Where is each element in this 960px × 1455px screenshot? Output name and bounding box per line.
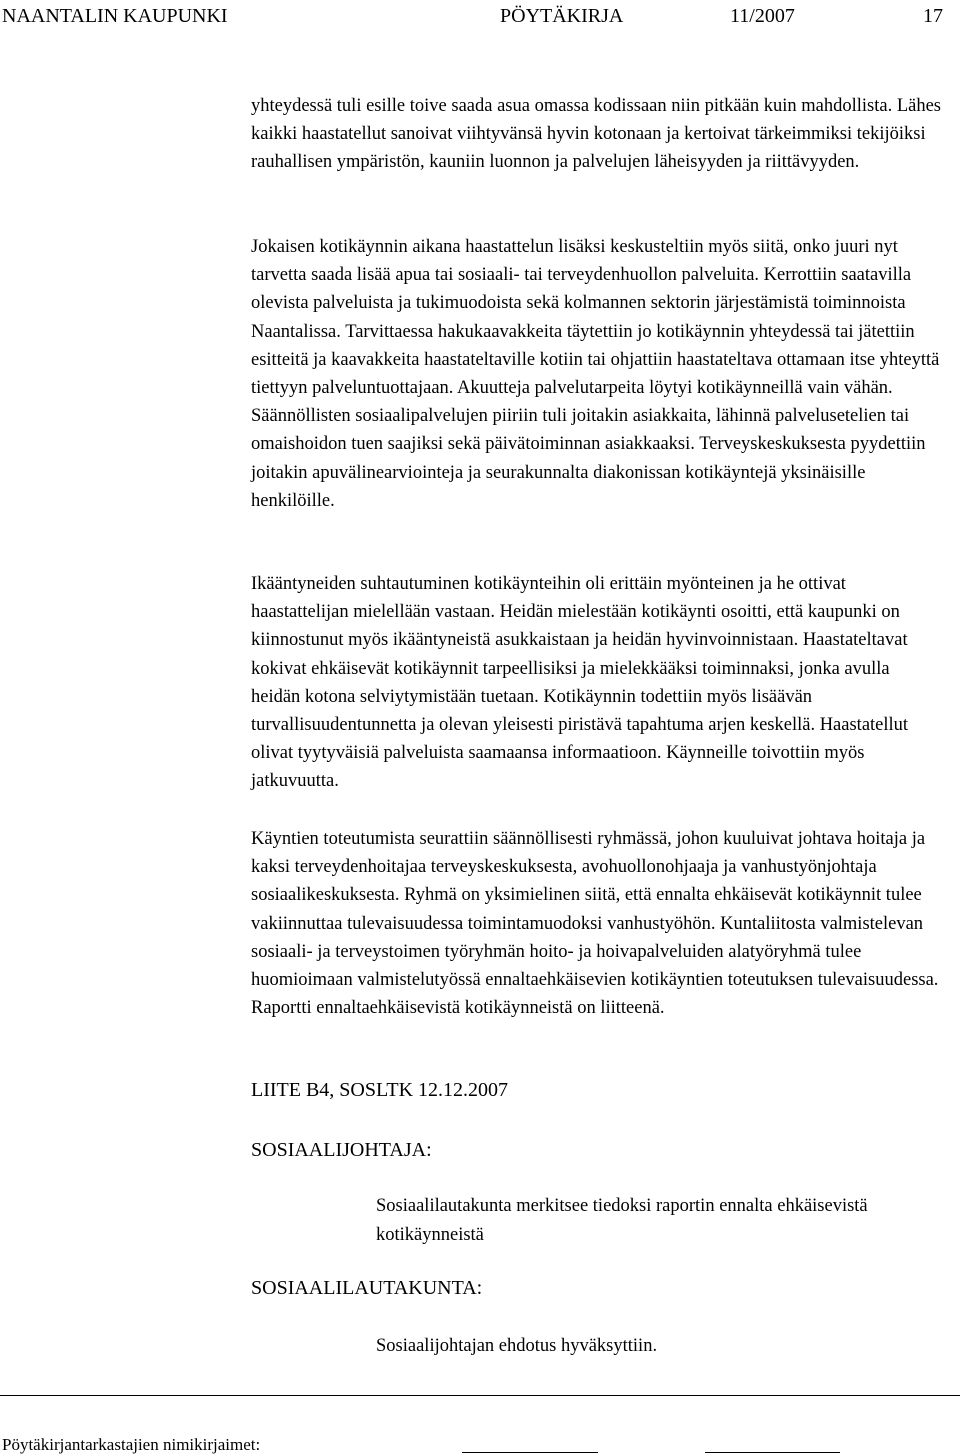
proposal-text: Sosiaalilautakunta merkitsee tiedoksi raportin ennalta ehkäisevistä kotikäynneistä bbox=[376, 1196, 868, 1245]
minutes-number: 11/2007 bbox=[730, 5, 795, 27]
attachment-reference: LIITE B4, SOSLTK 12.12.2007 bbox=[251, 1079, 509, 1101]
proposal-label: SOSIAALIJOHTAJA: bbox=[251, 1139, 432, 1161]
page-number: 17 bbox=[923, 5, 943, 27]
paragraph-follow-up: Käyntien toteutumista seurattiin säännöllisesti ryhmässä, johon kuuluivat johtava hoitaja ja kaksi terveydenhoitajaa terveyskeskuksesta, avohuollonohjaaja ja vanhustyönjohtaja sosiaalikeskuksesta. Ryhmä on yksimielinen siitä, että ennalta ehkäisevät kotikäynnit tulee vakiinnuttaa tulevaisuudessa toimintamuodoksi vanhustyöhön. Kuntaliitosta valmistelevan sosiaali- ja terveystoimen työryhmän hoito- ja hoivapalveluiden alatyöryhmä tulee huomioimaan valmistelutyössä ennaltaehkäisevien kotikäyntien toteutuksen tulevaisuudessa. Raportti ennaltaehkäisevistä kotikäynneistä on liitteenä. bbox=[251, 829, 939, 1019]
decision-text: Sosiaalijohtajan ehdotus hyväksyttiin. bbox=[376, 1336, 658, 1356]
municipality-name: NAANTALIN KAUPUNKI bbox=[2, 5, 228, 27]
initials-label: Pöytäkirjantarkastajien nimikirjaimet: bbox=[2, 1435, 261, 1454]
footer-divider bbox=[0, 1395, 960, 1396]
decision-label: SOSIAALILAUTAKUNTA: bbox=[251, 1277, 483, 1299]
paragraph-living-at-home: yhteydessä tuli esille toive saada asua omassa kodissaan niin pitkään kuin mahdollista. Lähes kaikki haastatellut sanoivat viihtyvänsä hyvin kotonaan ja kertoivat tärkeimmiksi tekijöiksi rauhallisen ympäristön, kauniin luonnon ja palvelujen läheisyyden ja riittävyyden. bbox=[251, 96, 941, 173]
document-type: PÖYTÄKIRJA bbox=[500, 5, 624, 27]
initials-line-1 bbox=[462, 1452, 598, 1453]
initials-line-2 bbox=[705, 1452, 840, 1453]
paragraph-attitudes: Ikääntyneiden suhtautuminen kotikäynteihin oli erittäin myönteinen ja he ottivat haastattelijan mielellään vastaan. Heidän mielestään kotikäynti osoitti, että kaupunki on kiinnostunut myös ikääntyneistä asukkaistaan ja heidän hyvinvoinnistaan. Haastateltavat kokivat ehkäisevät kotikäynnit tarpeellisiksi ja mielekkääksi toiminnaksi, jonka avulla heidän kotona selviytymistään tuetaan. Kotikäynnin todettiin myös lisäävän turvallisuudentunnetta ja olevan yleisesti piristävä tapahtuma arjen keskellä. Haastatellut olivat tyytyväisiä palveluista saamaansa informaatioon. Käynneille toivottiin myös jatkuvuutta. bbox=[251, 574, 909, 792]
page-header bbox=[0, 4, 960, 30]
paragraph-service-needs: Jokaisen kotikäynnin aikana haastattelun lisäksi keskusteltiin myös siitä, onko juuri nyt tarvetta saada lisää apua tai sosiaali- tai terveydenhuollon palveluita. Kerrottiin saatavilla olevista palveluista ja tukimuodoista sekä kolmannen sektorin järjestämistä toiminnoista Naantalissa. Tarvittaessa hakukaavakkeita täytettiin jo kotikäynnin yhteydessä tai jätettiin esitteitä ja kaavakkeita haastateltaville kotiin tai ohjattiin haastateltava ottamaan itse yhteyttä tiettyyn palveluntuottajaan. Akuutteja palvelutarpeita löytyi kotikäynneillä vain vähän. Säännöllisten sosiaalipalvelujen piiriin tuli joitakin asiakkaita, lähinnä palvelusetelien tai omaishoidon tuen saajiksi sekä päivätoiminnan asiakkaaksi. Terveyskeskuksesta pyydettiin joitakin apuvälinearviointeja ja seurakunnalta diakonissan kotikäyntejä yksinäisille henkilöille. bbox=[251, 237, 940, 511]
